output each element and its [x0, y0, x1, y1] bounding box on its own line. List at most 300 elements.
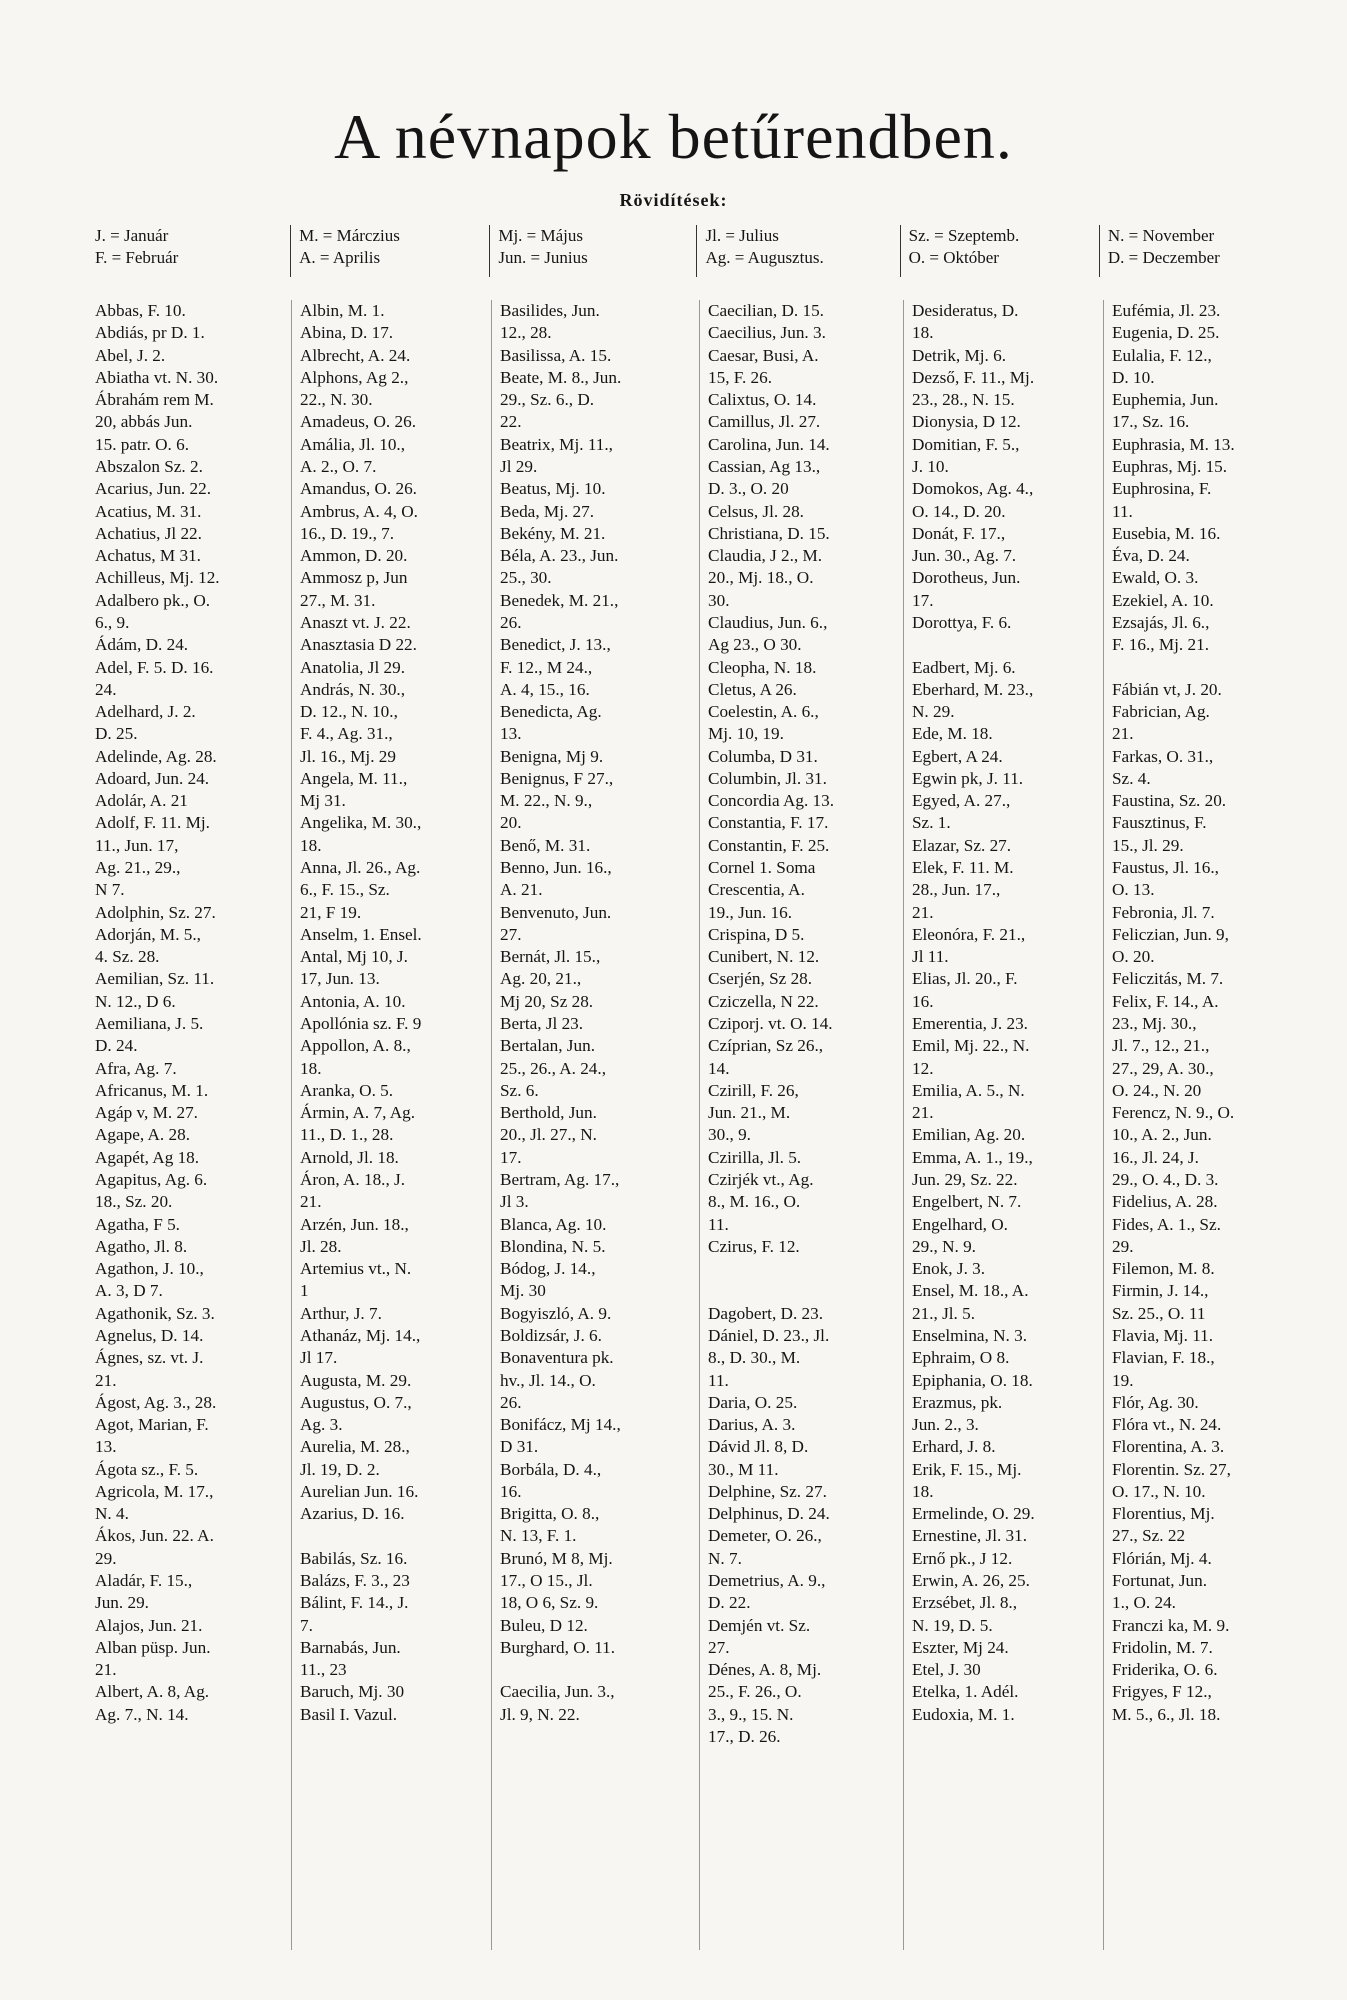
name-day-entry: Etel, J. 30 — [912, 1660, 981, 1680]
abbreviations-heading: Rövidítések: — [619, 190, 728, 210]
name-day-entry: Delphine, Sz. 27. — [708, 1481, 827, 1501]
name-day-entry: Dávid Jl. 8, D. — [708, 1437, 809, 1457]
name-day-entry: Concordia Ag. 13. — [708, 791, 835, 811]
name-day-entry: Bonifácz, Mj 14., — [500, 1415, 621, 1435]
name-day-entry: Firmin, J. 14., — [1112, 1281, 1209, 1301]
name-day-entry: Filemon, M. 8. — [1112, 1259, 1215, 1279]
name-day-entry: Ábrahám rem M. — [95, 390, 214, 410]
name-day-entry: Ádám, D. 24. — [95, 635, 189, 655]
name-day-entry: Ernő pk., J 12. — [912, 1548, 1013, 1568]
name-day-entry: 21. — [912, 902, 934, 922]
name-day-entry: Jl 17. — [300, 1348, 338, 1368]
name-day-entry: Fabrician, Ag. — [1112, 702, 1210, 722]
name-day-entry: Burghard, O. 11. — [500, 1637, 616, 1657]
legend-entry: J. = Január — [95, 226, 169, 245]
name-day-entry: Dániel, D. 23., Jl. — [708, 1325, 830, 1345]
name-day-entry: Febronia, Jl. 7. — [1112, 902, 1215, 922]
name-day-entry: Caesar, Busi, A. — [708, 345, 819, 365]
name-day-entry: Eszter, Mj 24. — [912, 1637, 1009, 1657]
name-day-entry: 1., O. 24. — [1112, 1593, 1176, 1613]
name-day-entry: Czirus, F. 12. — [708, 1236, 800, 1256]
legend-entry: Ag. = Augusztus. — [705, 248, 824, 267]
name-day-entry: 11., D. 1., 28. — [300, 1125, 394, 1145]
name-day-entry: Elazar, Sz. 27. — [912, 835, 1012, 855]
name-day-entry: Faustina, Sz. 20. — [1112, 791, 1227, 811]
name-day-entry: Cserjén, Sz 28. — [708, 969, 813, 989]
name-day-entry: Ágota sz., F. 5. — [95, 1459, 199, 1479]
name-day-entry: Darius, A. 3. — [708, 1415, 796, 1435]
name-day-entry: N. 29. — [912, 702, 955, 722]
name-day-entry: Crescentia, A. — [708, 880, 805, 900]
name-day-entry: Egwin pk, J. 11. — [912, 768, 1024, 788]
name-day-entry: Albert, A. 8, Ag. — [95, 1682, 210, 1702]
name-day-entry: N. 12., D 6. — [95, 991, 176, 1011]
name-day-entry: A. 21. — [500, 880, 543, 900]
name-day-entry: O. 20. — [1112, 947, 1155, 967]
name-day-entry: Antonia, A. 10. — [300, 991, 406, 1011]
name-day-entry: Egbert, A 24. — [912, 746, 1003, 766]
name-day-entry: Benedicta, Ag. — [500, 702, 602, 722]
name-day-entry: Feliczitás, M. 7. — [1112, 969, 1224, 989]
name-day-entry: 13. — [95, 1437, 117, 1457]
name-day-entry: Donát, F. 17., — [912, 523, 1006, 543]
name-day-entry: 1 — [300, 1281, 309, 1301]
name-day-entry: Flavian, F. 18., — [1112, 1348, 1215, 1368]
name-day-entry: Emilia, A. 5., N. — [912, 1080, 1025, 1100]
name-day-entry: 18. — [912, 323, 934, 343]
name-day-entry: Jl. 16., Mj. 29 — [300, 746, 396, 766]
index-column — [95, 300, 291, 1950]
name-day-entry: M. 5., 6., Jl. 18. — [1112, 1704, 1221, 1724]
name-day-entry: D 31. — [500, 1437, 539, 1457]
name-day-entry: Aemiliana, J. 5. — [95, 1014, 204, 1033]
name-day-entry: Agapét, Ag 18. — [95, 1147, 200, 1167]
name-day-entry: 22. — [500, 412, 522, 432]
name-day-entry: Balázs, F. 3., 23 — [300, 1571, 410, 1591]
name-day-entry: 27. — [708, 1637, 730, 1657]
name-day-entry: Anselm, 1. Ensel. — [300, 924, 422, 944]
name-day-entry: Sz. 4. — [1112, 768, 1151, 788]
name-day-entry: Jun. 30., Ag. 7. — [912, 546, 1017, 566]
name-day-entry: Elek, F. 11. M. — [912, 858, 1014, 878]
name-day-entry: Jl. 28. — [300, 1236, 342, 1256]
name-day-entry: Christiana, D. 15. — [708, 523, 830, 543]
legend-entry: Sz. = Szeptemb. — [908, 226, 1020, 245]
name-day-entry: Feliczian, Jun. 9, — [1112, 924, 1229, 944]
name-day-entry: 30., M 11. — [708, 1459, 779, 1479]
name-day-entry: Adorján, M. 5., — [95, 924, 201, 944]
name-day-entry: 19. — [1112, 1370, 1134, 1390]
name-day-entry: Euphras, Mj. 15. — [1112, 456, 1228, 476]
name-day-entry: Detrik, Mj. 6. — [912, 345, 1007, 365]
name-day-entry: A. 3, D 7. — [95, 1281, 163, 1301]
name-day-entry: Aurelia, M. 28., — [300, 1437, 410, 1457]
name-day-entry: Domokos, Ag. 4., — [912, 479, 1034, 499]
name-day-entry: 25., 26., A. 24., — [500, 1058, 606, 1078]
name-day-entry: Ewald, O. 3. — [1112, 568, 1199, 588]
name-day-entry: Benő, M. 31. — [500, 835, 591, 855]
name-day-entry: Erazmus, pk. — [912, 1392, 1003, 1412]
name-day-entry: Adelinde, Ag. 28. — [95, 746, 217, 766]
name-day-entry: Ágost, Ag. 3., 28. — [95, 1392, 217, 1412]
name-day-entry: N. 19, D. 5. — [912, 1615, 993, 1635]
name-day-entry: Adolf, F. 11. Mj. — [95, 813, 210, 833]
name-day-entry: Aemilian, Sz. 11. — [95, 969, 215, 989]
name-day-entry: Fridolin, M. 7. — [1112, 1637, 1213, 1657]
name-day-entry: Franczi ka, M. 9. — [1112, 1615, 1230, 1635]
name-day-entry: Ag 23., O 30. — [708, 635, 802, 655]
name-day-entry: 27. — [500, 924, 522, 944]
name-day-entry: Athanáz, Mj. 14., — [300, 1325, 421, 1345]
name-day-entry: Engelbert, N. 7. — [912, 1192, 1022, 1212]
name-day-entry: Blanca, Ag. 10. — [500, 1214, 607, 1234]
name-day-entry: 18. — [300, 1058, 322, 1078]
name-day-entry — [708, 1258, 903, 1280]
name-day-entry: Cziczella, N 22. — [708, 991, 819, 1011]
name-day-entry: 11., 23 — [300, 1660, 347, 1680]
name-day-entry: Ermelinde, O. 29. — [912, 1504, 1035, 1524]
legend-cell — [290, 225, 489, 277]
name-day-entry: 11. — [708, 1370, 729, 1390]
name-day-entry: Jun. 21., M. — [708, 1103, 791, 1123]
name-day-entry: Faustus, Jl. 16., — [1112, 858, 1219, 878]
name-day-entry: Amália, Jl. 10., — [300, 434, 406, 454]
name-day-entry: Achatus, M 31. — [95, 546, 201, 566]
name-day-entry: 17. — [912, 590, 934, 610]
name-day-entry: Euphrasia, M. 13. — [1112, 434, 1235, 454]
legend-entry: A. = Aprilis — [299, 248, 381, 267]
name-day-entry: 21., Jl. 5. — [912, 1303, 976, 1323]
name-day-entry: Dagobert, D. 23. — [708, 1303, 824, 1323]
name-day-entry: 24. — [95, 679, 117, 699]
name-day-entry: 17. — [500, 1147, 522, 1167]
name-day-entry: 21. — [95, 1660, 117, 1680]
name-day-entry: 17., O 15., Jl. — [500, 1571, 593, 1591]
legend-cell — [900, 225, 1099, 277]
name-day-entry: Ephraim, O 8. — [912, 1348, 1010, 1368]
name-day-entry: F. 12., M 24., — [500, 657, 593, 677]
name-day-entry: Afra, Ag. 7. — [95, 1058, 177, 1078]
name-day-entry: Fábián vt, J. 20. — [1112, 679, 1222, 699]
legend-entry: D. = Deczember — [1107, 248, 1220, 267]
name-day-entry: O. 14., D. 20. — [912, 501, 1006, 521]
name-day-entry: Czirjék vt., Ag. — [708, 1169, 814, 1189]
name-day-entry: N 7. — [95, 880, 125, 900]
name-day-entry: 17, Jun. 13. — [300, 969, 380, 989]
name-day-entry: 29., Sz. 6., D. — [500, 390, 595, 410]
name-day-entry: 21. — [1112, 724, 1134, 744]
name-day-entry: D. 10. — [1112, 367, 1155, 387]
name-day-entry: 23., 28., N. 15. — [912, 390, 1015, 410]
name-day-entry: Arnold, Jl. 18. — [300, 1147, 399, 1167]
name-day-entry: Berthold, Jun. — [500, 1103, 597, 1123]
name-day-entry: N. 7. — [708, 1548, 742, 1568]
name-day-entry: D. 25. — [95, 724, 138, 744]
name-day-entry: 20. — [500, 813, 522, 833]
name-day-entry: 15. patr. O. 6. — [95, 434, 190, 454]
name-day-entry: Cornel 1. Soma — [708, 858, 816, 878]
name-day-entry: Abbas, F. 10. — [95, 301, 186, 320]
name-day-entry: 26. — [500, 1392, 522, 1412]
name-day-entry: Eugenia, D. 25. — [1112, 323, 1220, 343]
name-day-entry: Ag. 7., N. 14. — [95, 1704, 189, 1724]
name-day-entry: Florentina, A. 3. — [1112, 1437, 1225, 1457]
name-day-entry: Ammon, D. 20. — [300, 546, 408, 566]
name-day-entry: Eudoxia, M. 1. — [912, 1704, 1015, 1724]
name-day-entry: Jun. 29. — [95, 1593, 149, 1613]
name-day-entry: 18., Sz. 20. — [95, 1192, 173, 1212]
name-day-entry: 26. — [500, 612, 522, 632]
name-day-entry: Coelestin, A. 6., — [708, 702, 819, 722]
name-day-entry: Fides, A. 1., Sz. — [1112, 1214, 1221, 1234]
name-day-entry: Eleonóra, F. 21., — [912, 924, 1026, 944]
name-day-entry: Alajos, Jun. 21. — [95, 1615, 203, 1635]
name-day-entry: Bertram, Ag. 17., — [500, 1169, 620, 1189]
name-day-entry: 16. — [912, 991, 934, 1011]
name-day-entry: 29., O. 4., D. 3. — [1112, 1169, 1219, 1189]
name-day-entry: Eulalia, F. 12., — [1112, 345, 1212, 365]
name-day-entry: Demetrius, A. 9., — [708, 1571, 826, 1591]
legend-entry: Mj. = Május — [498, 226, 584, 245]
name-day-entry: Euphemia, Jun. — [1112, 390, 1219, 410]
name-day-entry: Emil, Mj. 22., N. — [912, 1036, 1030, 1056]
name-day-entry: 13. — [500, 724, 522, 744]
name-day-entry: Fidelius, A. 28. — [1112, 1192, 1218, 1212]
name-day-entry: hv., Jl. 14., O. — [500, 1370, 596, 1390]
name-day-entry: Czirilla, Jl. 5. — [708, 1147, 802, 1167]
name-day-entry: Czirill, F. 26, — [708, 1080, 799, 1100]
name-day-entry: Arzén, Jun. 18., — [300, 1214, 409, 1234]
name-day-entry: Achatius, Jl 22. — [95, 523, 202, 543]
name-day-entry: 21. — [912, 1103, 934, 1123]
name-day-entry: Azarius, D. 16. — [300, 1504, 405, 1524]
legend-entry: M. = Márczius — [299, 226, 400, 245]
name-day-entry: 25., 30. — [500, 568, 552, 588]
name-day-entry: Albrecht, A. 24. — [300, 345, 411, 365]
name-day-entry: Agnelus, D. 14. — [95, 1325, 204, 1345]
name-day-entry: 30., 9. — [708, 1125, 751, 1145]
name-day-entry: Áron, A. 18., J. — [300, 1169, 406, 1189]
name-day-entry: Amandus, O. 26. — [300, 479, 417, 499]
name-day-entry: 27., 29, A. 30., — [1112, 1058, 1214, 1078]
name-day-entry: Benvenuto, Jun. — [500, 902, 612, 922]
name-day-entry: 20, abbás Jun. — [95, 412, 193, 432]
name-day-entry: Antal, Mj 10, J. — [300, 947, 408, 967]
name-day-entry: Cleopha, N. 18. — [708, 657, 817, 677]
name-day-entry: Anaszt vt. J. 22. — [300, 612, 411, 632]
name-day-entry: Ag. 20, 21., — [500, 969, 582, 989]
name-day-entry: Benedict, J. 13., — [500, 635, 611, 655]
name-day-entry: Basil I. Vazul. — [300, 1704, 398, 1724]
name-day-entry: Bernát, Jl. 15., — [500, 947, 601, 967]
name-day-entry: Bálint, F. 14., J. — [300, 1593, 409, 1613]
name-day-entry: Jl 11. — [912, 947, 949, 967]
name-day-entry: Ernestine, Jl. 31. — [912, 1526, 1028, 1546]
name-day-entry: Acarius, Jun. 22. — [95, 479, 211, 499]
name-day-entry: Béla, A. 23., Jun. — [500, 546, 619, 566]
name-day-entry: Caecilius, Jun. 3. — [708, 323, 826, 343]
name-day-entry: Emma, A. 1., 19., — [912, 1147, 1033, 1167]
name-day-entry: Emilian, Ag. 20. — [912, 1125, 1026, 1145]
name-day-entry: Baruch, Mj. 30 — [300, 1682, 405, 1702]
name-day-entry: 16. — [500, 1481, 522, 1501]
name-day-entry: Benno, Jun. 16., — [500, 858, 612, 878]
name-day-entry: Delphinus, D. 24. — [708, 1504, 830, 1524]
name-day-entry: 11. — [708, 1214, 729, 1234]
name-day-entry: Basilides, Jun. — [500, 301, 600, 320]
name-day-entry: 18. — [912, 1481, 934, 1501]
name-day-entry: 29., N. 9. — [912, 1236, 976, 1256]
name-day-entry: 7. — [300, 1615, 313, 1635]
name-day-entry: Basilissa, A. 15. — [500, 345, 612, 365]
name-day-entry: Jl 29. — [500, 456, 538, 476]
name-day-entry — [1112, 657, 1305, 679]
name-day-entry: Beatrix, Mj. 11., — [500, 434, 613, 454]
name-day-entry: Albin, M. 1. — [300, 301, 385, 320]
name-day-entry: Abel, J. 2. — [95, 345, 166, 365]
name-day-entry: Agathon, J. 10., — [95, 1259, 204, 1279]
name-day-entry: Ármin, A. 7, Ag. — [300, 1103, 416, 1123]
name-day-entry: 22., N. 30. — [300, 390, 373, 410]
name-day-entry: 16., D. 19., 7. — [300, 523, 395, 543]
name-day-entry: Constantin, F. 25. — [708, 835, 830, 855]
name-day-entry: Egyed, A. 27., — [912, 791, 1011, 811]
name-day-entry: Ezsajás, Jl. 6., — [1112, 612, 1210, 632]
name-day-entry: Columba, D 31. — [708, 746, 818, 766]
name-day-entry: J. 10. — [912, 456, 949, 476]
name-day-entry: Cziporj. vt. O. 14. — [708, 1014, 833, 1033]
name-day-entry: 18. — [300, 835, 322, 855]
name-day-entry: Frigyes, F 12., — [1112, 1682, 1212, 1702]
name-day-entry: Boldizsár, J. 6. — [500, 1325, 602, 1345]
name-day-entry: Adolár, A. 21 — [95, 791, 188, 811]
name-day-entry: Mj 20, Sz 28. — [500, 991, 594, 1011]
name-day-entry: 8., D. 30., M. — [708, 1348, 801, 1368]
name-day-entry: O. 17., N. 10. — [1112, 1481, 1206, 1501]
name-day-entry: Eufémia, Jl. 23. — [1112, 301, 1221, 320]
name-day-entry: Camillus, Jl. 27. — [708, 412, 821, 432]
name-day-entry: Friderika, O. 6. — [1112, 1660, 1218, 1680]
legend-entry: N. = November — [1107, 226, 1215, 245]
name-day-entry: 27., Sz. 22 — [1112, 1526, 1186, 1546]
name-day-entry: Abdiás, pr D. 1. — [95, 323, 205, 343]
name-day-entry: 14. — [708, 1058, 730, 1078]
index-column — [903, 300, 1103, 1950]
name-day-entry: Enselmina, N. 3. — [912, 1325, 1028, 1345]
name-day-entry: Cletus, A 26. — [708, 679, 797, 699]
name-day-entry: 25., F. 26., O. — [708, 1682, 802, 1702]
name-day-entry: Artemius vt., N. — [300, 1259, 412, 1279]
name-day-entry: Flórián, Mj. 4. — [1112, 1548, 1212, 1568]
index-column — [1103, 300, 1305, 1950]
name-day-entry: Blondina, N. 5. — [500, 1236, 606, 1256]
name-day-entry: Alban püsp. Jun. — [95, 1637, 211, 1657]
name-day-entry: Florentin. Sz. 27, — [1112, 1459, 1231, 1479]
name-day-entry: Bekény, M. 21. — [500, 523, 606, 543]
name-day-entry: Ferencz, N. 9., O. — [1112, 1103, 1235, 1123]
name-day-entry: Dorotheus, Jun. — [912, 568, 1021, 588]
name-day-entry: 11. — [1112, 501, 1133, 521]
name-day-entry: Epiphania, O. 18. — [912, 1370, 1033, 1390]
name-day-entry: Calixtus, O. 14. — [708, 390, 817, 410]
name-day-entry: Achilleus, Mj. 12. — [95, 568, 220, 588]
name-day-entry: Agricola, M. 17., — [95, 1481, 214, 1501]
name-day-entry: Flavia, Mj. 11. — [1112, 1325, 1214, 1345]
name-day-entry: D. 22. — [708, 1593, 751, 1613]
name-day-entry: 17., Sz. 16. — [1112, 412, 1190, 432]
name-day-entry: Acatius, M. 31. — [95, 501, 202, 521]
name-day-entry: Brigitta, O. 8., — [500, 1504, 600, 1524]
name-day-entry: Adalbero pk., O. — [95, 590, 211, 610]
name-day-entry: Amadeus, O. 26. — [300, 412, 416, 432]
legend-entry: F. = Február — [95, 248, 179, 267]
name-day-entry: Agatha, F 5. — [95, 1214, 180, 1234]
name-day-entry: Benignus, F 27., — [500, 768, 614, 788]
name-day-entry: Erhard, J. 8. — [912, 1437, 996, 1457]
name-day-entry: Dezső, F. 11., Mj. — [912, 367, 1035, 387]
name-day-entry — [708, 1280, 903, 1302]
name-day-entry: M. 22., N. 9., — [500, 791, 593, 811]
name-day-entry: 19., Jun. 16. — [708, 902, 793, 922]
name-day-entry: 21, F 19. — [300, 902, 362, 922]
name-day-entry: Babilás, Sz. 16. — [300, 1548, 408, 1568]
name-day-entry: Abina, D. 17. — [300, 323, 394, 343]
name-day-entry: Bonaventura pk. — [500, 1348, 614, 1368]
name-day-entry: D. 12., N. 10., — [300, 702, 398, 722]
name-day-entry: Jun. 2., 3. — [912, 1415, 979, 1435]
page-title: A névnapok betűrendben. — [334, 101, 1013, 172]
name-day-entry: F. 4., Ag. 31., — [300, 724, 393, 744]
name-day-entry: Fausztinus, F. — [1112, 813, 1207, 833]
abbreviation-legend — [95, 225, 1300, 277]
name-day-entry: Euphrosina, F. — [1112, 479, 1212, 499]
name-day-entry: Abszalon Sz. 2. — [95, 456, 203, 476]
name-day-entry: Cunibert, N. 12. — [708, 947, 820, 967]
name-day-entry: Cassian, Ag 13., — [708, 456, 821, 476]
legend-cell — [95, 225, 290, 277]
name-day-entry: Celsus, Jl. 28. — [708, 501, 804, 521]
name-day-entry: Africanus, M. 1. — [95, 1080, 209, 1100]
name-day-entry: Elias, Jl. 20., F. — [912, 969, 1018, 989]
name-day-entry: Arthur, J. 7. — [300, 1303, 382, 1323]
name-day-entry: Constantia, F. 17. — [708, 813, 829, 833]
name-day-entry: 15, F. 26. — [708, 367, 773, 387]
name-day-entry: Agape, A. 28. — [95, 1125, 190, 1145]
name-day-entry: 10., A. 2., Jun. — [1112, 1125, 1212, 1145]
name-day-entry: 29. — [95, 1548, 117, 1568]
name-day-entry: Bogyiszló, A. 9. — [500, 1303, 612, 1323]
name-day-entry: Erik, F. 15., Mj. — [912, 1459, 1022, 1479]
name-day-entry: Aladár, F. 15., — [95, 1571, 193, 1591]
name-day-entry: Jl. 9, N. 22. — [500, 1704, 580, 1724]
name-day-entry: Claudius, Jun. 6., — [708, 612, 828, 632]
name-day-entry: A. 4, 15., 16. — [500, 679, 590, 699]
name-day-entry: Crispina, D 5. — [708, 924, 805, 944]
name-day-entry: 3., 9., 15. N. — [708, 1704, 794, 1724]
name-day-entry: Eadbert, Mj. 6. — [912, 657, 1016, 677]
name-day-entry: Mj 31. — [300, 791, 346, 811]
name-day-entry: Erwin, A. 26, 25. — [912, 1571, 1030, 1591]
name-day-entry: Enok, J. 3. — [912, 1259, 986, 1279]
name-day-entry — [912, 634, 1103, 656]
name-day-entry: Adelhard, J. 2. — [95, 702, 196, 722]
name-day-entry: Angela, M. 11., — [300, 768, 408, 788]
name-day-entry: Mj. 10, 19. — [708, 724, 784, 744]
name-day-entry: Abiatha vt. N. 30. — [95, 367, 219, 387]
legend-cell — [489, 225, 696, 277]
index-column — [699, 300, 903, 1950]
name-day-entry: 18, O 6, Sz. 9. — [500, 1593, 599, 1613]
